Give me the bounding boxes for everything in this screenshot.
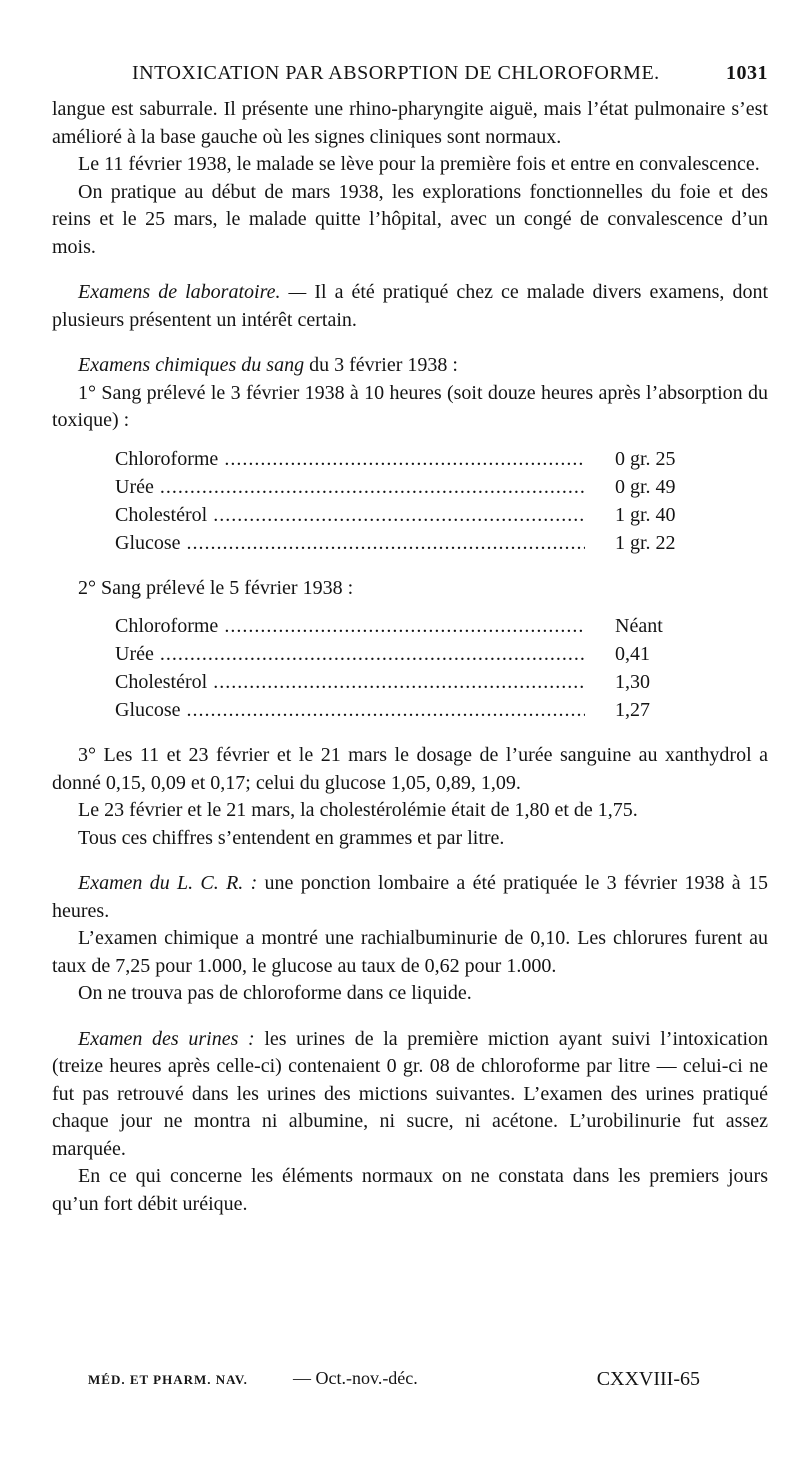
paragraph-urine-exam: Examen des urines : les urines de la première miction ayant suivi l’intoxication (treize heures après celle-ci) contenaient 0 gr. 08 de chloroforme par litre — celui-ci ne fut pas retrouvé dans les urines des mictions suivantes. L’examen des urines pratiqué chaque jour ne montra ni albumine, ni sucre, ni acétone. L’urobilinurie fut assez marquée. xyxy=(52,1027,768,1160)
section-lead-in: Examens de laboratoire. — xyxy=(78,281,307,303)
table-row: Glucose ..... 1,27 xyxy=(115,696,695,724)
paragraph: On ne trouva pas de chloroforme dans ce liquide. xyxy=(78,982,472,1004)
paragraph: 3° Les 11 et 23 février et le 21 mars le dosage de l’urée sanguine au xanthydrol a donné 0,15, 0,09 et 0,17; celui du glucose 1,05, 0,89, 1,09. xyxy=(52,744,768,794)
blood-values-table-1 xyxy=(115,445,695,557)
paragraph: 2° Sang prélevé le 5 février 1938 : xyxy=(78,576,354,599)
volume-code: CXXVIII-65 xyxy=(596,1368,700,1390)
section-lead-in: Examen des urines : xyxy=(78,1027,255,1050)
paragraph-csf-exam: Examen du L. C. R. : une ponction lombaire a été pratiquée le 3 février 1938 à 15 heures. xyxy=(52,872,768,922)
table-row: Chloroforme ..... 0 gr. 25 xyxy=(115,445,695,473)
table-row: Urée ..... 0,41 xyxy=(115,640,695,668)
table-row: Glucose ..... 1 gr. 22 xyxy=(115,529,695,557)
table-row: Cholestérol ..... 1,30 xyxy=(115,668,695,696)
paragraph: Le 23 février et le 21 mars, la cholestérolémie était de 1,80 et de 1,75. xyxy=(78,799,638,821)
blood-values-table-2 xyxy=(115,612,695,724)
paragraph: En ce qui concerne les éléments normaux on ne constata dans les premiers jours qu’un fort débit uréique. xyxy=(52,1165,768,1215)
section-lead-in: Examens chimiques du sang xyxy=(78,354,305,376)
paragraph: 1° Sang prélevé le 3 février 1938 à 10 heures (soit douze heures après l’absorption du toxique) : xyxy=(52,381,768,431)
paragraph: On pratique au début de mars 1938, les explorations fonctionnelles du foie et des reins et le 25 mars, le malade quitte l’hôpital, avec un congé de convalescence d’un mois. xyxy=(52,180,768,258)
table-row: Cholestérol ..... 1 gr. 40 xyxy=(115,501,695,529)
page-number: 1031 xyxy=(726,62,768,84)
table-row: Chloroforme ..... Néant xyxy=(115,612,695,640)
page xyxy=(52,62,768,1218)
section-lead-in: Examen du L. C. R. : xyxy=(78,872,258,894)
running-title: INTOXICATION PAR ABSORPTION DE CHLOROFORME. xyxy=(132,62,660,84)
issue-date: — Oct.-nov.-déc. xyxy=(293,1368,418,1388)
paragraph: langue est saburrale. Il présente une rhino-pharyngite aiguë, mais l’état pulmonaire s’est amélioré à la base gauche où les signes cliniques sont normaux. xyxy=(52,98,768,148)
journal-name: MÉD. ET PHARM. NAV. xyxy=(88,1372,248,1387)
table-row: Urée ..... 0 gr. 49 xyxy=(115,473,695,501)
paragraph-lab-exams: Examens de laboratoire. — Il a été pratiqué chez ce malade divers examens, dont plusieurs présentent un intérêt certain. xyxy=(52,281,769,331)
paragraph: Tous ces chiffres s’entendent en grammes et par litre. xyxy=(78,826,505,849)
paragraph: L’examen chimique a montré une rachialbuminurie de 0,10. Les chlorures furent au taux de 7,25 pour 1.000, le glucose au taux de 0,62 pour 1.000. xyxy=(52,927,768,977)
paragraph-blood-exams: Examens chimiques du sang du 3 février 1938 : xyxy=(78,354,458,376)
paragraph: Le 11 février 1938, le malade se lève pour la première fois et entre en convalescence. xyxy=(78,153,760,175)
running-header xyxy=(52,62,768,96)
